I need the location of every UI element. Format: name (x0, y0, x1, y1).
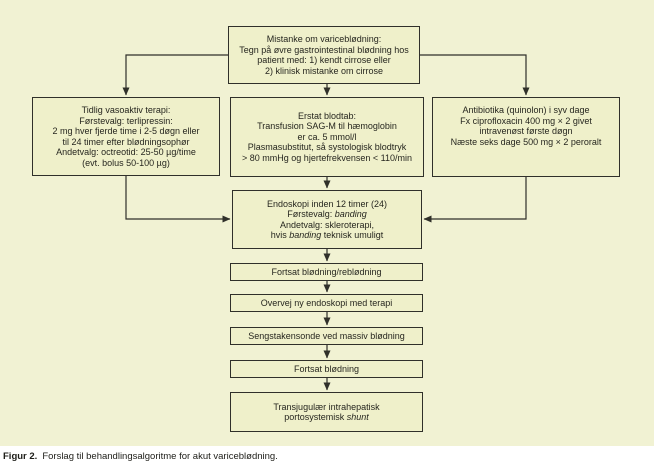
node-text-line: Tidlig vasoaktiv terapi: (81, 105, 171, 115)
node-text-line: Fx ciprofloxacin 400 mg × 2 givet (460, 115, 592, 126)
node-text-line: Transfusion SAG-M til hæmoglobin (257, 121, 397, 132)
figure-caption (0, 446, 654, 463)
connector-vasoactive-to-endoscopy (126, 176, 230, 219)
node-text-line: (evt. bolus 50-100 µg) (82, 157, 170, 168)
node-text-line: er ca. 5 mmol/l (297, 131, 357, 142)
node-text-line: Førstevalg: terlipressin: (79, 115, 173, 126)
connector-top-to-vasoactive (126, 55, 228, 95)
node-text-line: Andetvalg: skleroterapi, (279, 219, 375, 230)
node-text-line: Fortsat blødning/reblødning (271, 266, 382, 277)
node-endoscopy (232, 190, 422, 249)
node-text-line: Fortsat blødning (293, 363, 360, 374)
node-text-line: Overvej ny endoskopi med terapi (260, 297, 393, 308)
node-replace-blood-loss (230, 97, 424, 177)
node-repeat-endoscopy (230, 294, 423, 312)
node-text-line: Sengstakensonde ved massiv blødning (248, 330, 405, 341)
node-text-line: Endoskopi inden 12 timer (24) (266, 198, 388, 209)
node-text-line: patient med: 1) kendt cirrose eller (257, 55, 391, 65)
node-text-line: Næste seks dage 500 mg × 2 peroralt (450, 136, 602, 147)
node-tips-shunt (230, 392, 423, 432)
node-continued-rebleeding (230, 263, 423, 281)
node-suspicion-varice-bleeding (228, 26, 420, 84)
node-text-line: > 80 mmHg og hjertefrekvensen < 110/min (242, 152, 412, 163)
node-text-line: Mistanke om variceblødning: (266, 34, 382, 44)
node-text-line: intravenøst første døgn (479, 126, 573, 136)
node-text-line: Transjugulær intrahepatisk (273, 401, 380, 412)
node-vasoactive-therapy (32, 97, 220, 176)
node-text-line: Antibiotika (quinolon) i syv dage (462, 105, 590, 115)
node-text-line: 2) klinisk mistanke om cirrose (264, 65, 384, 76)
node-text-line: portosystemisk shunt (284, 412, 369, 422)
connector-top-to-antibiotics (420, 55, 526, 95)
figure-caption-label: Figur 2. (3, 451, 38, 462)
node-text-line: hvis banding teknisk umuligt (270, 230, 384, 240)
connector-antibiotics-to-endoscopy (424, 177, 526, 219)
node-text-line: Førstevalg: banding (287, 209, 367, 219)
node-sengstaken-tube (230, 327, 423, 345)
node-text-line: til 24 timer efter blødningsophør (62, 136, 190, 147)
node-text-line: Andetvalg: octreotid: 25-50 µg/time (56, 147, 196, 157)
node-continued-bleeding (230, 360, 423, 378)
node-text-line: 2 mg hver fjerde time i 2-5 døgn eller (52, 126, 200, 136)
figure-caption-text: Forslag til behandlingsalgoritme for akut variceblødning. (42, 451, 278, 462)
node-antibiotics (432, 97, 620, 177)
node-text-line: Plasmasubstitut, så systologisk blodtryk (247, 142, 407, 153)
node-text-line: Erstat blodtab: (297, 110, 357, 121)
node-text-line: Tegn på øvre gastrointestinal blødning hos (239, 44, 409, 55)
